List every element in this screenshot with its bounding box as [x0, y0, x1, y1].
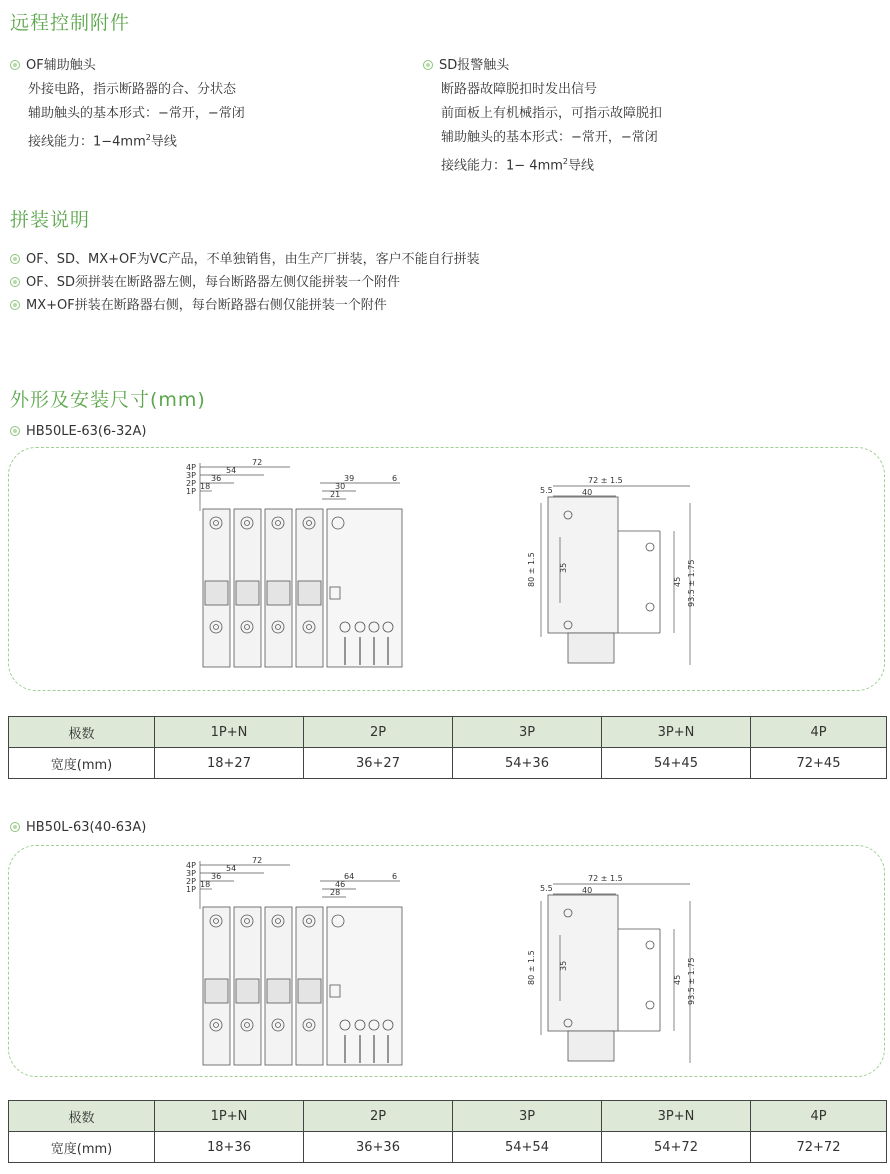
section-title-dims: 外形及安装尺寸(mm)	[10, 389, 206, 411]
table-cell: 54+54	[453, 1132, 602, 1163]
assembly-item-2-text: OF、SD须拼装在断路器左侧，每台断路器左侧仅能拼装一个附件	[26, 275, 400, 290]
sd-line-4	[441, 152, 594, 176]
pole-label: 3P	[186, 869, 196, 878]
dim-label: 39	[344, 474, 355, 483]
dim-label: 72 ± 1.5	[588, 874, 623, 883]
bullet-icon	[10, 277, 20, 287]
dim-label: 21	[330, 490, 341, 499]
dim-label: 64	[344, 872, 355, 881]
dim-label: 36	[211, 872, 222, 881]
toggle-handle	[236, 979, 259, 1003]
dim-label: 45	[673, 974, 682, 985]
table-cell: 3P+N	[602, 717, 751, 748]
sd-title-text: SD报警触头	[439, 58, 510, 73]
pole-label: 2P	[186, 479, 196, 488]
dim-label: 80 ± 1.5	[527, 950, 536, 985]
model1-table	[8, 716, 887, 779]
assembly-item-3-text: MX+OF拼装在断路器右侧，每台断路器右侧仅能拼装一个附件	[26, 298, 387, 313]
table-cell: 3P	[453, 1101, 602, 1132]
side-screw	[646, 603, 654, 611]
pole-label: 4P	[186, 463, 196, 472]
table-cell: 18+27	[155, 748, 304, 779]
table-cell: 3P+N	[602, 1101, 751, 1132]
table-cell: 36+36	[304, 1132, 453, 1163]
of-line-3	[28, 128, 177, 152]
dim-label: 45	[673, 576, 682, 587]
sd-title	[423, 56, 509, 76]
table-cell: 2P	[304, 1101, 453, 1132]
of-title-text: OF辅助触头	[26, 58, 96, 73]
model1-name: HB50LE-63(6-32A)	[26, 424, 147, 439]
toggle-handle	[298, 581, 321, 605]
table-cell: 18+36	[155, 1132, 304, 1163]
side-screw	[646, 1001, 654, 1009]
of-sup: 2	[145, 133, 151, 142]
table-cell: 极数	[9, 1101, 155, 1132]
pole-label: 3P	[186, 471, 196, 480]
dim-label: 54	[226, 466, 237, 475]
toggle-handle	[298, 979, 321, 1003]
bullet-icon	[10, 254, 20, 264]
bullet-icon	[423, 60, 433, 70]
of-line-3-text: 接线能力：1−4mm	[28, 134, 146, 150]
model2-drawing	[0, 845, 890, 1075]
dim-label: 46	[335, 880, 346, 889]
dim-label: 72	[252, 458, 263, 467]
model1-drawing	[0, 447, 890, 689]
rcd-module	[327, 509, 402, 667]
table-row	[9, 1132, 887, 1163]
pole-label: 1P	[186, 487, 196, 496]
dim-label: 35	[559, 562, 568, 573]
table-cell: 54+72	[602, 1132, 751, 1163]
assembly-item-2	[10, 273, 400, 293]
toggle-handle	[236, 581, 259, 605]
dim-label: 5.5	[540, 486, 553, 495]
dim-label: 72	[252, 856, 263, 865]
bullet-icon	[10, 822, 20, 832]
dim-label: 35	[559, 960, 568, 971]
table-header-row	[9, 717, 887, 748]
bullet-icon	[10, 60, 20, 70]
table-cell: 36+27	[304, 748, 453, 779]
of-title	[10, 56, 96, 76]
dim-label: 93.5 ± 1.75	[687, 559, 696, 607]
table-cell: 宽度(mm)	[9, 1132, 155, 1163]
dim-label: 28	[330, 888, 341, 897]
table-cell: 极数	[9, 717, 155, 748]
dim-label: 18	[200, 880, 211, 889]
sd-line-4-text: 接线能力：1− 4mm	[441, 158, 563, 174]
of-line-1: 外接电路，指示断路器的合、分状态	[28, 82, 237, 97]
sd-sup: 2	[562, 157, 568, 166]
table-cell: 54+36	[453, 748, 602, 779]
model2-table	[8, 1100, 887, 1163]
section-title-remote: 远程控制附件	[10, 12, 131, 34]
table-cell: 4P	[751, 1101, 887, 1132]
bullet-icon	[10, 426, 20, 436]
dim-label: 30	[335, 482, 346, 491]
table-cell: 3P	[453, 717, 602, 748]
pole-label: 4P	[186, 861, 196, 870]
model2-title	[10, 818, 146, 838]
rcd-module	[327, 907, 402, 1065]
sd-line-1: 断路器故障脱扣时发出信号	[441, 82, 598, 97]
dim-label: 72 ± 1.5	[588, 476, 623, 485]
assembly-item-3	[10, 296, 387, 316]
table-cell: 1P+N	[155, 1101, 304, 1132]
table-cell: 54+45	[602, 748, 751, 779]
side-base	[568, 1031, 614, 1061]
side-screw	[646, 543, 654, 551]
table-cell: 4P	[751, 717, 887, 748]
dim-label: 54	[226, 864, 237, 873]
model2-name: HB50L-63(40-63A)	[26, 820, 147, 835]
bullet-icon	[10, 300, 20, 310]
pole-label: 2P	[186, 877, 196, 886]
dim-label: 18	[200, 482, 211, 491]
table-cell: 72+45	[751, 748, 887, 779]
dim-label: 93.5 ± 1.75	[687, 957, 696, 1005]
table-cell: 2P	[304, 717, 453, 748]
side-base	[568, 633, 614, 663]
assembly-item-1	[10, 250, 480, 270]
toggle-handle	[267, 979, 290, 1003]
of-line-2: 辅助触头的基本形式：−常开，−常闭	[28, 106, 245, 121]
dim-label: 6	[392, 872, 398, 881]
table-cell: 72+72	[751, 1132, 887, 1163]
assembly-item-1-text: OF、SD、MX+OF为VC产品，不单独销售，由生产厂拼装，客户不能自行拼装	[26, 252, 480, 267]
dim-label: 40	[582, 488, 593, 497]
toggle-handle	[205, 979, 228, 1003]
table-header-row	[9, 1101, 887, 1132]
of-line-3-tail: 导线	[150, 134, 177, 150]
dim-label: 36	[211, 474, 222, 483]
sd-line-4-tail: 导线	[568, 158, 595, 174]
sd-line-3: 辅助触头的基本形式：−常开，−常闭	[441, 130, 658, 145]
section-title-assembly: 拼装说明	[10, 209, 91, 231]
side-screw	[646, 941, 654, 949]
dim-label: 6	[392, 474, 398, 483]
table-cell: 宽度(mm)	[9, 748, 155, 779]
sd-line-2: 前面板上有机械指示，可指示故障脱扣	[441, 106, 663, 121]
pole-label: 1P	[186, 885, 196, 894]
model1-title	[10, 422, 146, 442]
table-cell: 1P+N	[155, 717, 304, 748]
dim-label: 80 ± 1.5	[527, 552, 536, 587]
toggle-handle	[205, 581, 228, 605]
dim-label: 5.5	[540, 884, 553, 893]
dim-label: 40	[582, 886, 593, 895]
table-row	[9, 748, 887, 779]
toggle-handle	[267, 581, 290, 605]
